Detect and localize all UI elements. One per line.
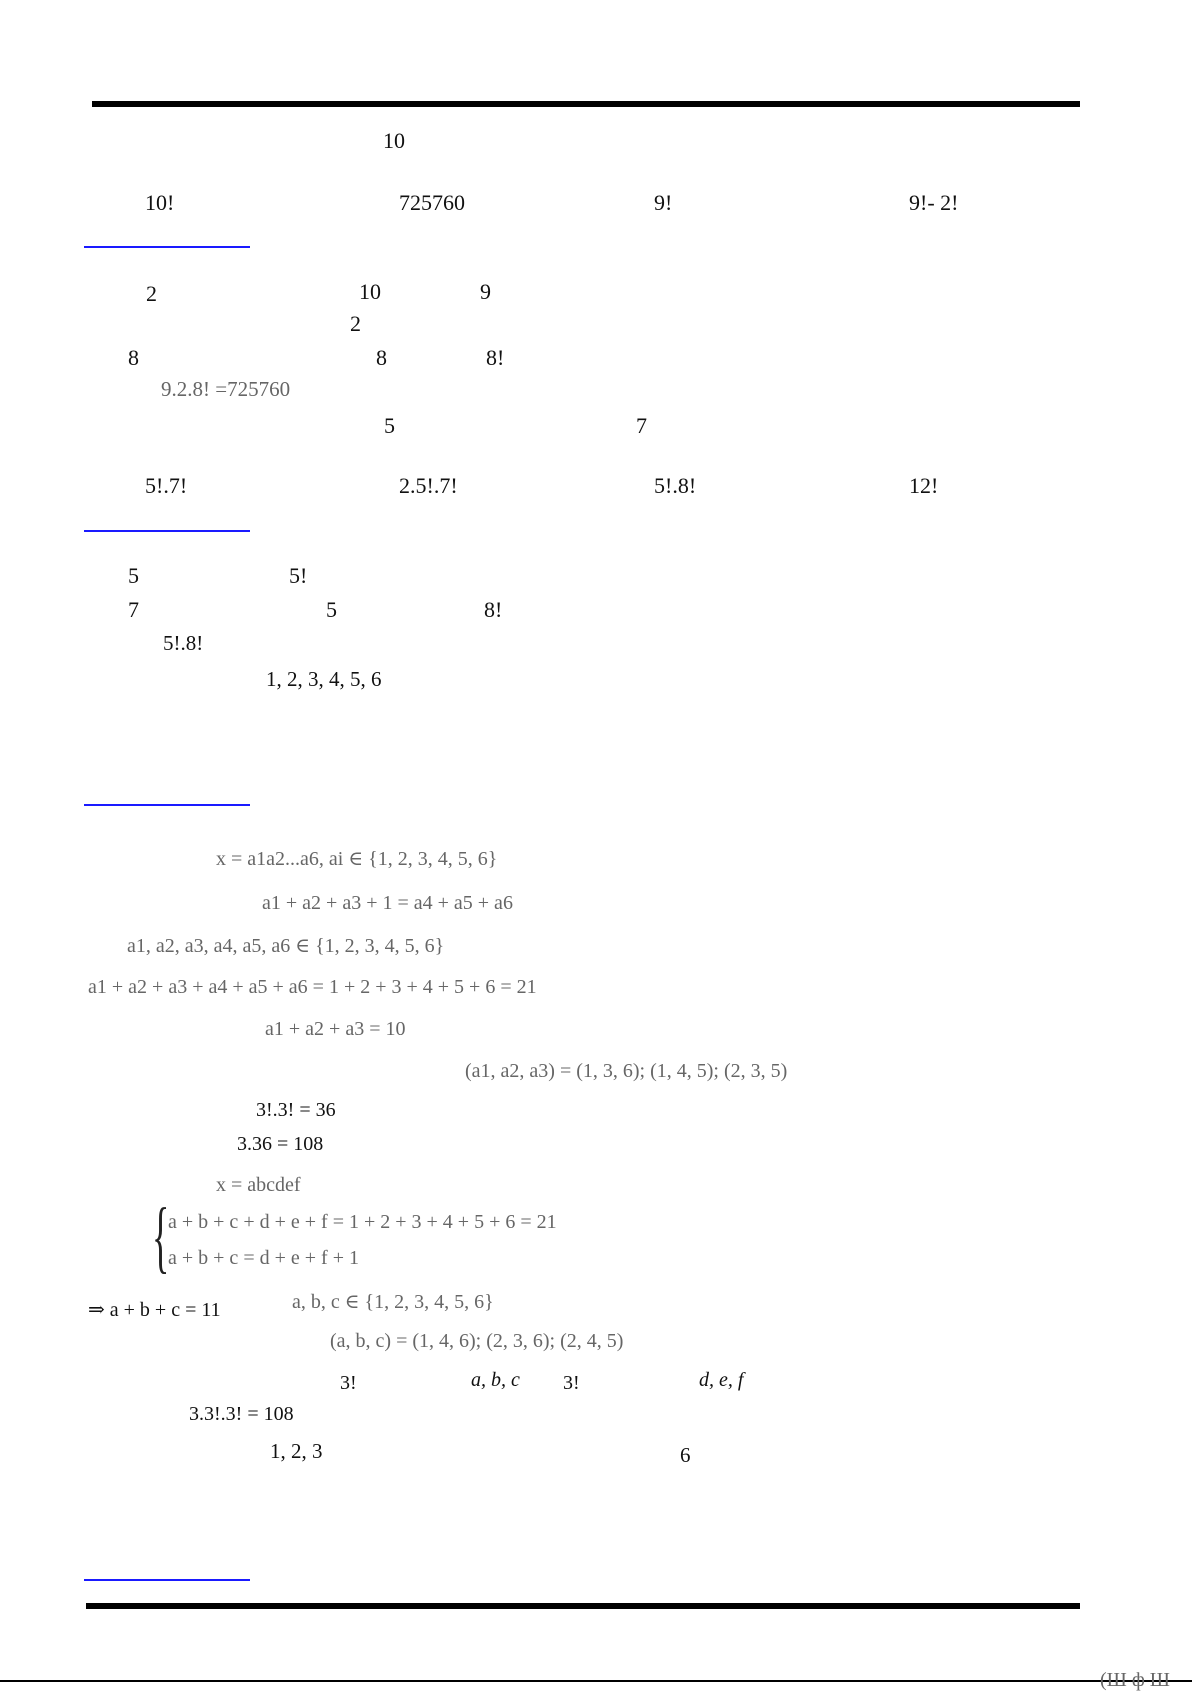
footer-glyphs: (Ш ф Ш (1100, 1669, 1170, 1691)
footer-rule (86, 1603, 1080, 1609)
q2-sol-7: 7 (128, 597, 139, 622)
q3-set: 1, 2, 3, 4, 5, 6 (266, 667, 382, 691)
q3-sol2-implies: ⇒ a + b + c = 11 (88, 1299, 221, 1321)
q1-sol-10: 10 (359, 279, 381, 304)
q3-sol2-triples: (a, b, c) = (1, 4, 6); (2, 3, 6); (2, 4, 5) (330, 1330, 624, 1352)
q1-number: 10 (383, 128, 405, 153)
q1-option-c: 9! (654, 190, 673, 215)
q1-sol-8: 8 (128, 345, 139, 370)
q3-sol2-total: 3.3!.3! = 108 (189, 1403, 294, 1425)
q2-number-7: 7 (636, 413, 647, 438)
q2-sol-result: 5!.8! (163, 631, 204, 655)
header-rule (92, 101, 1080, 107)
q1-sol-9: 9 (480, 279, 491, 304)
q3-sol2-perm-b: 3! (563, 1372, 580, 1394)
q2-number-5: 5 (384, 413, 395, 438)
q2-sol-5b: 5 (326, 597, 337, 622)
q3-sol2-membership: a, b, c ∈ {1, 2, 3, 4, 5, 6} (292, 1291, 494, 1313)
system-brace: { (152, 1193, 170, 1281)
q3-sol1-triples: (a1, a2, a3) = (1, 3, 6); (1, 4, 5); (2, 3, 5) (465, 1060, 788, 1082)
q2-sol-5: 5 (128, 563, 139, 588)
q3-sol2-xdef: x = abcdef (216, 1174, 301, 1196)
q1-option-d: 9!- 2! (909, 190, 959, 215)
q1-sol-8fact: 8! (486, 345, 505, 370)
q3-sol2-def: d, e, f (699, 1369, 744, 1391)
q3-sol1-xdef: x = a1a2...a6, ai ∈ {1, 2, 3, 4, 5, 6} (216, 848, 498, 870)
answer-link-2[interactable] (84, 530, 250, 532)
q4-count: 6 (680, 1443, 691, 1467)
q3-sol2-abc: a, b, c (471, 1369, 520, 1391)
q3-sol2-eq1: a + b + c + d + e + f = 1 + 2 + 3 + 4 + 5 + 6 = 21 (168, 1211, 557, 1233)
answer-link-1[interactable] (84, 246, 250, 248)
q3-sol2-eq2: a + b + c = d + e + f + 1 (168, 1247, 359, 1269)
q3-sol1-condition: a1 + a2 + a3 + 1 = a4 + a5 + a6 (262, 892, 513, 914)
q1-sol-8b: 8 (376, 345, 387, 370)
q3-sol1-total: 3.36 = 108 (237, 1133, 324, 1155)
q2-option-d: 12! (909, 473, 939, 498)
q1-sol-result: 9.2.8! =725760 (161, 377, 291, 401)
q4-set: 1, 2, 3 (270, 1439, 323, 1463)
q2-option-c: 5!.8! (654, 473, 697, 498)
q3-sol1-membership: a1, a2, a3, a4, a5, a6 ∈ {1, 2, 3, 4, 5, 6} (127, 935, 445, 957)
q2-option-a: 5!.7! (145, 473, 188, 498)
q3-sol1-perm: 3!.3! = 36 (256, 1099, 336, 1121)
bottom-edge-rule (0, 1680, 1192, 1682)
q3-sol2-perm-a: 3! (340, 1372, 357, 1394)
q1-sol-2: 2 (146, 281, 157, 306)
q3-sol1-half: a1 + a2 + a3 = 10 (265, 1018, 406, 1040)
q2-sol-5fact: 5! (289, 563, 308, 588)
answer-link-4[interactable] (84, 1579, 250, 1581)
q3-sol1-sum: a1 + a2 + a3 + a4 + a5 + a6 = 1 + 2 + 3 + 4 + 5 + 6 = 21 (88, 976, 537, 998)
q1-option-b: 725760 (399, 190, 465, 215)
q2-option-b: 2.5!.7! (399, 473, 458, 498)
q2-sol-8fact: 8! (484, 597, 503, 622)
q1-sol-2b: 2 (350, 311, 361, 336)
answer-link-3[interactable] (84, 804, 250, 806)
q1-option-a: 10! (145, 190, 175, 215)
